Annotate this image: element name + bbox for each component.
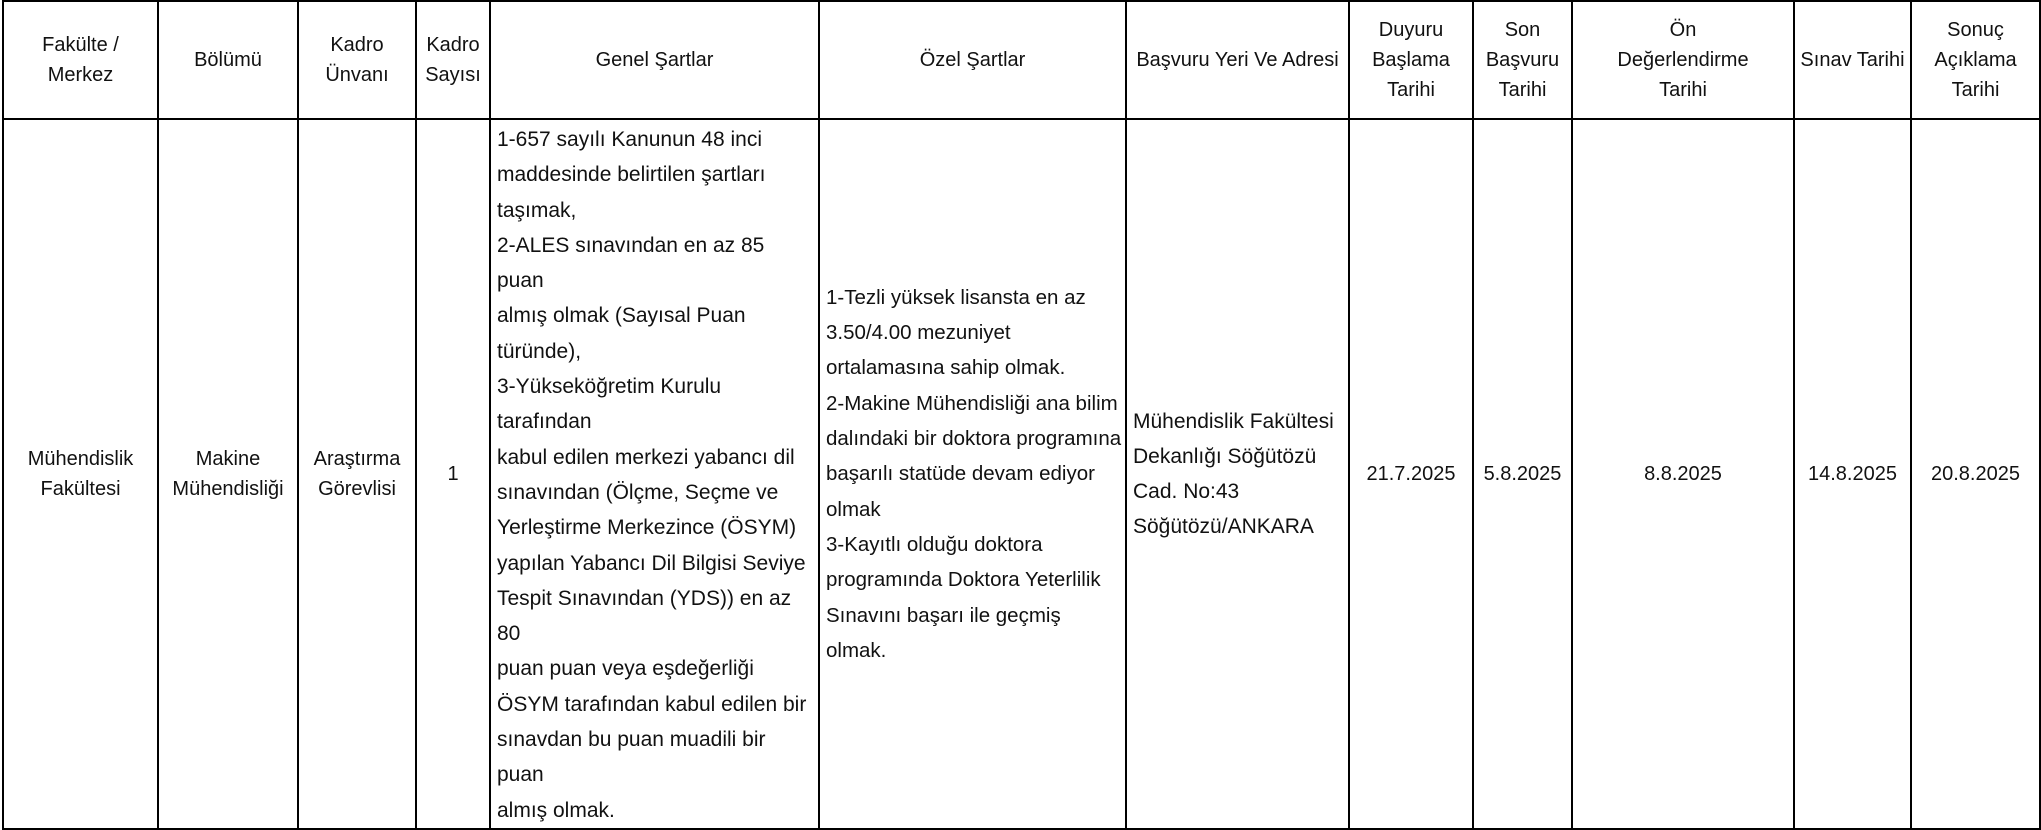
header-duyuru-tarihi: Duyuru Başlama Tarihi: [1349, 1, 1473, 119]
header-son-basvuru-tarihi: Son Başvuru Tarihi: [1473, 1, 1572, 119]
kadro-ilan-table: [2, 0, 2041, 830]
cell-basvuru-yeri: Mühendislik Fakültesi Dekanlığı Söğütözü Cad. No:43 Söğütözü/ANKARA: [1126, 119, 1349, 829]
cell-bolum: Makine Mühendisliği: [158, 119, 298, 829]
header-on-degerlendirme-tarihi: Ön Değerlendirme Tarihi: [1572, 1, 1794, 119]
header-basvuru-yeri: Başvuru Yeri Ve Adresi: [1126, 1, 1349, 119]
header-sonuc-tarihi: Sonuç Açıklama Tarihi: [1911, 1, 2040, 119]
header-bolum: Bölümü: [158, 1, 298, 119]
cell-on-degerlendirme-tarihi: 8.8.2025: [1572, 119, 1794, 829]
cell-kadro-sayisi: 1: [416, 119, 490, 829]
header-kadro-sayisi: Kadro Sayısı: [416, 1, 490, 119]
header-ozel-sartlar: Özel Şartlar: [819, 1, 1126, 119]
table-row: [3, 119, 2040, 829]
cell-duyuru-tarihi: 21.7.2025: [1349, 119, 1473, 829]
header-kadro-unvani: Kadro Ünvanı: [298, 1, 416, 119]
header-fakulte: Fakülte / Merkez: [3, 1, 158, 119]
cell-sonuc-tarihi: 20.8.2025: [1911, 119, 2040, 829]
cell-ozel-sartlar: 1-Tezli yüksek lisansta en az 3.50/4.00 mezuniyet ortalamasına sahip olmak. 2-Makine Mühendisliği ana bilim dalındaki bir doktora programına başarılı statüde devam ediyor olmak 3-Kayıtlı olduğu doktora programında Doktora Yeterlilik Sınavını başarı ile geçmiş olmak.: [819, 119, 1126, 829]
cell-genel-sartlar: 1-657 sayılı Kanunun 48 inci maddesinde belirtilen şartları taşımak, 2-ALES sınavından en az 85 puan almış olmak (Sayısal Puan türünde), 3-Yükseköğretim Kurulu tarafından kabul edilen merkezi yabancı dil sınavından (Ölçme, Seçme ve Yerleştirme Merkezince (ÖSYM) yapılan Yabancı Dil Bilgisi Seviye Tespit Sınavından (YDS)) en az 80 puan puan veya eşdeğerliği ÖSYM tarafından kabul edilen bir sınavdan bu puan muadili bir puan almış olmak.: [490, 119, 819, 829]
header-sinav-tarihi: Sınav Tarihi: [1794, 1, 1911, 119]
cell-kadro-unvani: Araştırma Görevlisi: [298, 119, 416, 829]
cell-fakulte: Mühendislik Fakültesi: [3, 119, 158, 829]
header-genel-sartlar: Genel Şartlar: [490, 1, 819, 119]
cell-son-basvuru-tarihi: 5.8.2025: [1473, 119, 1572, 829]
cell-sinav-tarihi: 14.8.2025: [1794, 119, 1911, 829]
header-row: [3, 1, 2040, 119]
